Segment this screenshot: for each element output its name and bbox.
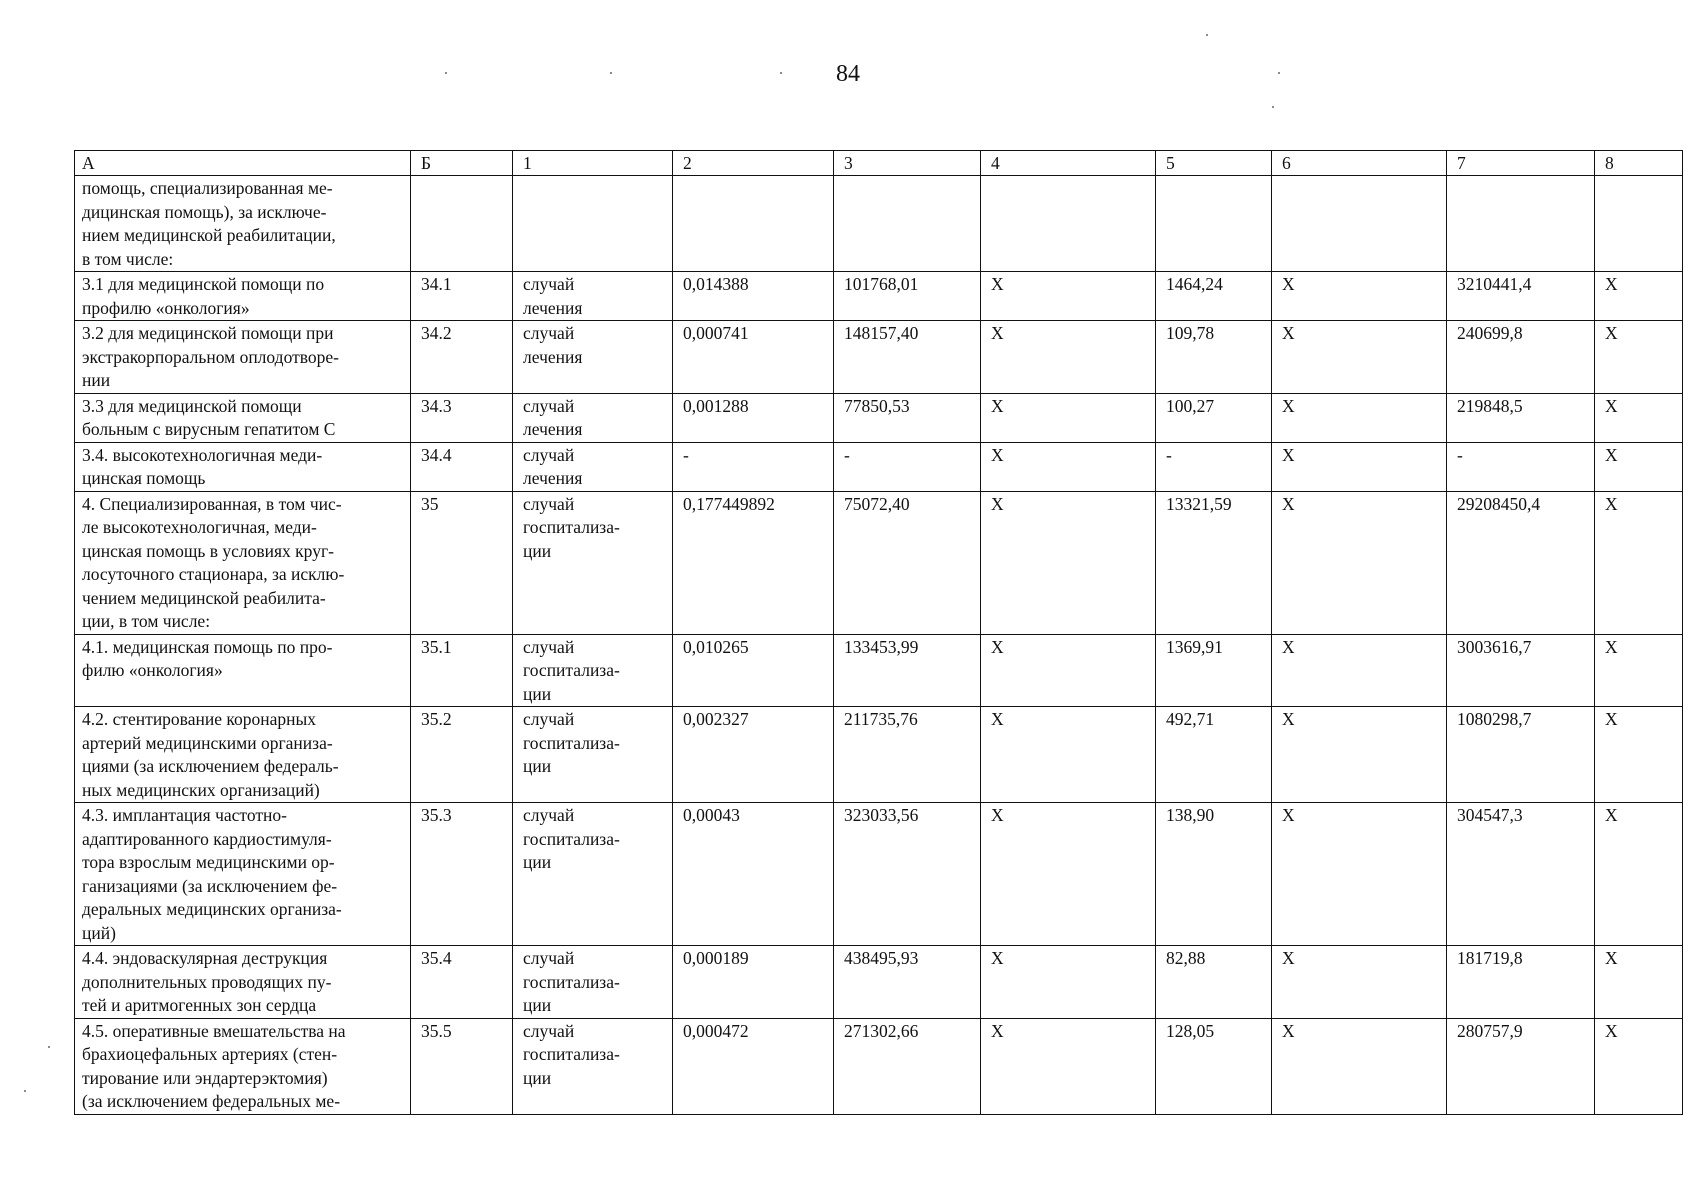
col5-text: [1166, 176, 1265, 177]
col2-text: 0,000472: [683, 1020, 749, 1041]
row-description-cell: [75, 946, 411, 1019]
table-row: [75, 634, 1683, 707]
col4-cell: [981, 176, 1156, 272]
page-number: 84: [836, 61, 860, 87]
col5-cell: [1156, 491, 1272, 634]
col7-text: 3003616,7: [1457, 636, 1532, 657]
col6-cell: [1272, 491, 1447, 634]
col3-cell: [834, 946, 981, 1019]
col5-text: 109,78: [1166, 323, 1215, 343]
col2-cell: [673, 393, 834, 442]
col7-cell: [1447, 393, 1595, 442]
unit-text: случай лечения: [523, 444, 583, 488]
col5-text: -: [1166, 444, 1172, 465]
col4-text: X: [991, 1020, 1004, 1041]
col6-cell: [1272, 272, 1447, 321]
unit-cell: [513, 946, 673, 1019]
row-description-cell: [75, 321, 411, 394]
row-description-cell: [75, 803, 411, 946]
col7-cell: [1447, 176, 1595, 272]
col2-cell: [673, 803, 834, 946]
row-code-cell: [411, 803, 513, 946]
row-code-cell: [411, 1018, 513, 1114]
col8-text: X: [1605, 805, 1618, 825]
unit-cell: [513, 272, 673, 321]
col4-cell: [981, 393, 1156, 442]
col4-cell: [981, 1018, 1156, 1114]
col7-cell: [1447, 946, 1595, 1019]
col2-text: 0,000741: [683, 323, 749, 343]
col8-text: X: [1605, 444, 1618, 465]
table-row: [75, 176, 1683, 272]
col5-cell: [1156, 803, 1272, 946]
table-row: [75, 442, 1683, 491]
col3-text: 75072,40: [844, 493, 910, 514]
col3-text: 77850,53: [844, 395, 910, 416]
col6-text: X: [1282, 323, 1295, 343]
header-cell: 7: [1447, 151, 1595, 176]
col7-text: 280757,9: [1457, 1020, 1523, 1041]
row-code-text: 34.2: [421, 323, 452, 343]
row-description-cell: [75, 707, 411, 803]
row-code-text: 34.4: [421, 444, 452, 465]
col3-cell: [834, 442, 981, 491]
row-code-text: 35.4: [421, 948, 452, 968]
row-description-text: 4.1. медицинская помощь по про- филю «онкология»: [82, 636, 333, 680]
col2-text: 0,177449892: [683, 493, 775, 514]
col8-text: [1605, 176, 1676, 177]
unit-cell: [513, 321, 673, 394]
table-row: [75, 1018, 1683, 1114]
col3-cell: [834, 491, 981, 634]
unit-cell: [513, 1018, 673, 1114]
col7-text: -: [1457, 444, 1463, 465]
col5-cell: [1156, 393, 1272, 442]
col7-cell: [1447, 634, 1595, 707]
row-code-cell: [411, 946, 513, 1019]
row-description-text: 4.2. стентирование коронарных артерий медицинскими организа- циями (за исключением федераль- ных медицинских организаций): [82, 709, 339, 800]
col3-text: 211735,76: [844, 709, 918, 729]
col6-text: [1282, 176, 1440, 177]
col6-cell: [1272, 946, 1447, 1019]
col5-cell: [1156, 634, 1272, 707]
col7-cell: [1447, 707, 1595, 803]
col7-cell: [1447, 442, 1595, 491]
col3-cell: [834, 393, 981, 442]
scan-speck: [445, 72, 447, 74]
scan-speck: [24, 1090, 26, 1092]
header-cell: 6: [1272, 151, 1447, 176]
table-row: [75, 946, 1683, 1019]
col8-cell: [1595, 707, 1683, 803]
col3-text: 101768,01: [844, 274, 919, 294]
col7-cell: [1447, 491, 1595, 634]
col3-text: 271302,66: [844, 1020, 919, 1041]
col8-cell: [1595, 442, 1683, 491]
col2-cell: [673, 634, 834, 707]
col4-text: X: [991, 805, 1004, 825]
col7-cell: [1447, 321, 1595, 394]
unit-text: [523, 176, 666, 177]
col8-cell: [1595, 491, 1683, 634]
col3-text: 148157,40: [844, 323, 919, 343]
col2-text: -: [683, 444, 689, 465]
col8-text: X: [1605, 323, 1618, 343]
col6-cell: [1272, 393, 1447, 442]
unit-cell: [513, 803, 673, 946]
row-code-text: 34.1: [421, 274, 452, 294]
col6-cell: [1272, 1018, 1447, 1114]
row-code-text: 35: [421, 493, 439, 514]
col2-text: 0,001288: [683, 395, 749, 416]
col3-cell: [834, 803, 981, 946]
unit-text: случай лечения: [523, 323, 583, 367]
col6-text: X: [1282, 805, 1295, 825]
header-cell: 3: [834, 151, 981, 176]
col7-text: 3210441,4: [1457, 274, 1532, 294]
col3-text: 323033,56: [844, 805, 919, 825]
col2-cell: [673, 442, 834, 491]
unit-text: случай госпитализа- ции: [523, 636, 620, 704]
col7-text: 181719,8: [1457, 948, 1523, 968]
scan-speck: [1272, 106, 1274, 108]
header-cell: 5: [1156, 151, 1272, 176]
row-code-cell: [411, 634, 513, 707]
unit-cell: [513, 491, 673, 634]
col5-cell: [1156, 321, 1272, 394]
col8-cell: [1595, 393, 1683, 442]
col4-cell: [981, 272, 1156, 321]
col8-cell: [1595, 1018, 1683, 1114]
row-description-cell: [75, 634, 411, 707]
row-code-text: 34.3: [421, 395, 452, 416]
unit-text: случай лечения: [523, 274, 583, 318]
row-code-text: 35.2: [421, 709, 452, 729]
scan-speck: [780, 72, 782, 74]
unit-text: случай госпитализа- ции: [523, 948, 620, 1015]
col3-text: [844, 176, 974, 177]
col5-text: 1464,24: [1166, 274, 1223, 294]
col2-text: 0,010265: [683, 636, 749, 657]
col8-cell: [1595, 803, 1683, 946]
col3-cell: [834, 272, 981, 321]
col5-cell: [1156, 1018, 1272, 1114]
col7-cell: [1447, 1018, 1595, 1114]
scan-speck: [1206, 34, 1208, 36]
col4-cell: [981, 491, 1156, 634]
col4-cell: [981, 321, 1156, 394]
col4-text: X: [991, 323, 1004, 343]
col2-cell: [673, 321, 834, 394]
row-code-text: 35.1: [421, 636, 452, 657]
col5-cell: [1156, 707, 1272, 803]
col8-text: X: [1605, 395, 1618, 416]
row-code-cell: [411, 321, 513, 394]
col6-cell: [1272, 442, 1447, 491]
col4-cell: [981, 707, 1156, 803]
row-code-cell: [411, 393, 513, 442]
col6-text: X: [1282, 444, 1295, 465]
col7-cell: [1447, 803, 1595, 946]
table-row: [75, 803, 1683, 946]
col7-cell: [1447, 272, 1595, 321]
col3-cell: [834, 1018, 981, 1114]
table-body: [75, 151, 1683, 1115]
col2-text: 0,000189: [683, 948, 749, 968]
col6-cell: [1272, 707, 1447, 803]
header-cell: Б: [411, 151, 513, 176]
col2-cell: [673, 272, 834, 321]
scan-speck: [48, 1046, 50, 1048]
col8-cell: [1595, 946, 1683, 1019]
row-code-cell: [411, 272, 513, 321]
row-description-text: 3.3 для медицинской помощи больным с вирусным гепатитом С: [82, 395, 336, 439]
col4-cell: [981, 946, 1156, 1019]
row-code-cell: [411, 442, 513, 491]
unit-text: случай госпитализа- ции: [523, 493, 620, 561]
header-cell: 2: [673, 151, 834, 176]
col8-text: X: [1605, 274, 1618, 294]
row-code-text: 35.5: [421, 1020, 452, 1041]
col5-text: 128,05: [1166, 1020, 1215, 1041]
col4-text: X: [991, 395, 1004, 416]
col6-text: X: [1282, 948, 1295, 968]
row-description-text: 4.4. эндоваскулярная деструкция дополнительных проводящих пу- тей и аритмогенных зон сердца: [82, 948, 332, 1015]
col2-text: [683, 176, 827, 177]
col2-text: 0,002327: [683, 709, 749, 729]
unit-text: случай лечения: [523, 395, 583, 439]
col2-cell: [673, 176, 834, 272]
header-row: [75, 151, 1683, 176]
row-code-cell: [411, 176, 513, 272]
row-code-cell: [411, 491, 513, 634]
table-row: [75, 393, 1683, 442]
col5-text: 13321,59: [1166, 493, 1232, 514]
col5-cell: [1156, 176, 1272, 272]
row-description-cell: [75, 1018, 411, 1114]
row-description-cell: [75, 442, 411, 491]
col6-text: X: [1282, 709, 1295, 729]
row-description-cell: [75, 176, 411, 272]
header-cell: А: [75, 151, 411, 176]
unit-text: случай госпитализа- ции: [523, 1020, 620, 1088]
row-code-text: 35.3: [421, 805, 452, 825]
row-description-text: 3.2 для медицинской помощи при экстракорпоральном оплодотворе- нии: [82, 323, 339, 390]
col5-text: 100,27: [1166, 395, 1215, 416]
table-row: [75, 272, 1683, 321]
col5-cell: [1156, 946, 1272, 1019]
col8-text: X: [1605, 1020, 1618, 1041]
col3-text: 133453,99: [844, 636, 919, 657]
table-row: [75, 321, 1683, 394]
unit-text: случай госпитализа- ции: [523, 709, 620, 776]
col7-text: 304547,3: [1457, 805, 1523, 825]
col7-text: 219848,5: [1457, 395, 1523, 416]
col7-text: 1080298,7: [1457, 709, 1532, 729]
unit-cell: [513, 442, 673, 491]
row-description-text: 4. Специализированная, в том чис- ле высокотехнологичная, меди- цинская помощь в условиях круг- лосуточного стационара, за исклю- чением медицинской реабилита- ции, в том числе:: [82, 493, 345, 631]
col5-text: 1369,91: [1166, 636, 1223, 657]
scan-speck: [610, 72, 612, 74]
header-cell: 8: [1595, 151, 1683, 176]
unit-cell: [513, 634, 673, 707]
col6-cell: [1272, 321, 1447, 394]
col4-text: X: [991, 636, 1004, 657]
col6-cell: [1272, 634, 1447, 707]
col3-cell: [834, 176, 981, 272]
col3-text: 438495,93: [844, 948, 919, 968]
col8-text: X: [1605, 948, 1618, 968]
col6-text: X: [1282, 274, 1295, 294]
col5-cell: [1156, 442, 1272, 491]
col4-cell: [981, 634, 1156, 707]
col8-text: X: [1605, 493, 1618, 514]
col4-text: X: [991, 274, 1004, 294]
col2-text: 0,014388: [683, 274, 749, 294]
col6-text: X: [1282, 1020, 1295, 1041]
scan-speck: [1278, 72, 1280, 74]
row-description-text: 4.5. оперативные вмешательства на брахиоцефальных артериях (стен- тирование или эндартерэктомия) (за исключением федеральных ме-: [82, 1020, 346, 1111]
col6-text: X: [1282, 636, 1295, 657]
unit-text: случай госпитализа- ции: [523, 805, 620, 872]
unit-cell: [513, 176, 673, 272]
row-description-text: помощь, специализированная ме- дицинская помощь), за исключе- нием медицинской реабилитации, в том числе:: [82, 178, 336, 269]
col8-cell: [1595, 321, 1683, 394]
col3-cell: [834, 707, 981, 803]
col4-text: X: [991, 709, 1004, 729]
col8-text: X: [1605, 709, 1618, 729]
col3-cell: [834, 634, 981, 707]
row-description-cell: [75, 491, 411, 634]
col4-text: X: [991, 444, 1004, 465]
unit-cell: [513, 707, 673, 803]
row-description-text: 3.4. высокотехнологичная меди- цинская помощь: [82, 444, 323, 488]
col7-text: 240699,8: [1457, 323, 1523, 343]
col3-text: -: [844, 444, 850, 465]
row-description-text: 4.3. имплантация частотно- адаптированного кардиостимуля- тора взрослым медицинскими ор- ганизациями (за исключением фе- деральных медицинских организа- ций): [82, 805, 342, 943]
col8-cell: [1595, 176, 1683, 272]
col7-text: 29208450,4: [1457, 493, 1541, 514]
table-row: [75, 491, 1683, 634]
col7-text: [1457, 176, 1588, 177]
row-code-cell: [411, 707, 513, 803]
col8-text: X: [1605, 636, 1618, 657]
col2-cell: [673, 946, 834, 1019]
col2-cell: [673, 491, 834, 634]
col6-text: X: [1282, 493, 1295, 514]
col4-text: X: [991, 948, 1004, 968]
col8-cell: [1595, 272, 1683, 321]
col6-cell: [1272, 803, 1447, 946]
col5-cell: [1156, 272, 1272, 321]
col5-text: 82,88: [1166, 948, 1206, 968]
col2-text: 0,00043: [683, 805, 740, 825]
col4-cell: [981, 803, 1156, 946]
col2-cell: [673, 707, 834, 803]
header-cell: 4: [981, 151, 1156, 176]
col5-text: 492,71: [1166, 709, 1215, 729]
col2-cell: [673, 1018, 834, 1114]
col4-text: X: [991, 493, 1004, 514]
row-description-cell: [75, 272, 411, 321]
col6-cell: [1272, 176, 1447, 272]
col8-cell: [1595, 634, 1683, 707]
col4-cell: [981, 442, 1156, 491]
header-cell: 1: [513, 151, 673, 176]
table-row: [75, 707, 1683, 803]
col3-cell: [834, 321, 981, 394]
row-code-text: [421, 176, 506, 177]
row-description-text: 3.1 для медицинской помощи по профилю «онкология»: [82, 274, 325, 318]
col5-text: 138,90: [1166, 805, 1215, 825]
data-table: [74, 150, 1683, 1115]
col6-text: X: [1282, 395, 1295, 416]
col4-text: [991, 176, 1149, 177]
unit-cell: [513, 393, 673, 442]
row-description-cell: [75, 393, 411, 442]
